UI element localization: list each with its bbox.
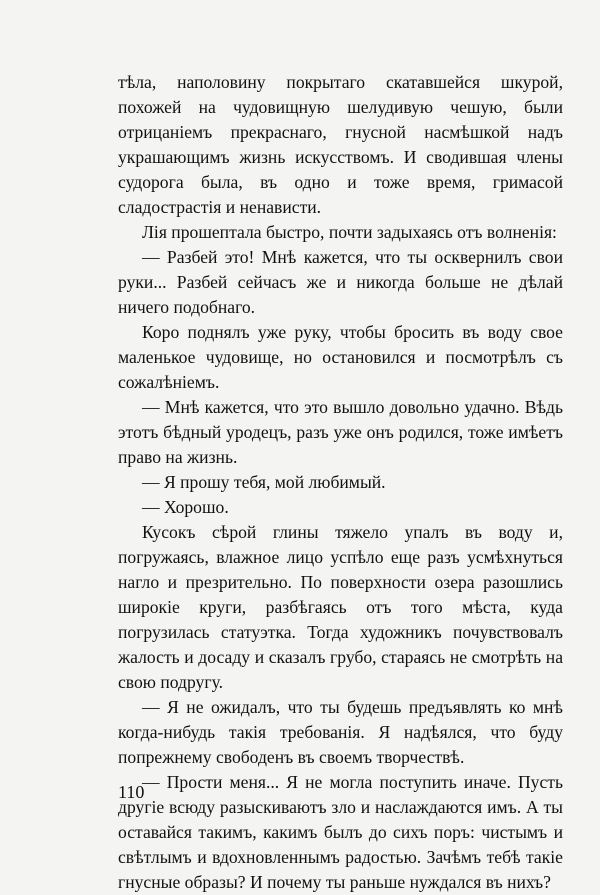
page-number: 110 (118, 782, 145, 802)
page-text (118, 70, 563, 895)
paragraph-10: — Прости меня... Я не могла поступить иначе. Пусть другіе всюду разыскиваютъ зло и наслаждаются имъ. А ты оставайся такимъ, какимъ былъ до сихъ поръ: чистымъ и свѣтлымъ и вдохновленнымъ радостью. Зачѣмъ тебѣ такіе гнусные образы? И почему ты раньше нуждался въ нихъ? (118, 772, 563, 892)
paragraph-9: — Я не ожидалъ, что ты будешь предъявлять ко мнѣ когда-нибудь такія требованія. Я надѣялся, что буду попрежнему свободенъ въ своемъ творчествѣ. (118, 697, 563, 767)
paragraph-6: — Я прошу тебя, мой любимый. (142, 472, 386, 492)
paragraph-1: тѣла, наполовину покрытаго скатавшейся шкурой, похожей на чудовищную шелудивую чешую, были отрицаніемъ прекраснаго, гнусной насмѣшкой надъ украшающимъ жизнь искусствомъ. И сводившая члены судорога была, въ одно и тоже время, гримасой сладострастія и ненависти. (118, 72, 563, 217)
paragraph-2: Лія прошептала быстро, почти задыхаясь отъ волненія: (142, 222, 557, 242)
paragraph-8: Кусокъ сѣрой глины тяжело упалъ въ воду и, погружаясь, влажное лицо успѣло еще разъ усмѣхнуться нагло и презрительно. По поверхности озера разошлись широкіе круги, разбѣгаясь отъ того мѣста, куда погрузилась статуэтка. Тогда художникъ почувствовалъ жалость и досаду и сказалъ грубо, стараясь не смотрѣть на свою подругу. (118, 522, 563, 692)
paragraph-4: Коро поднялъ уже руку, чтобы бросить въ воду свое маленькое чудовище, но остановился и посмотрѣлъ съ сожалѣніемъ. (118, 322, 563, 392)
paragraph-3: — Разбей это! Мнѣ кажется, что ты осквернилъ свои руки... Разбей сейчасъ же и никогда больше не дѣлай ничего подобнаго. (118, 247, 563, 317)
paragraph-5: — Мнѣ кажется, что это вышло довольно удачно. Вѣдь этотъ бѣдный уродецъ, разъ уже онъ родился, тоже имѣетъ право на жизнь. (118, 397, 563, 467)
paragraph-7: — Хорошо. (142, 497, 229, 517)
